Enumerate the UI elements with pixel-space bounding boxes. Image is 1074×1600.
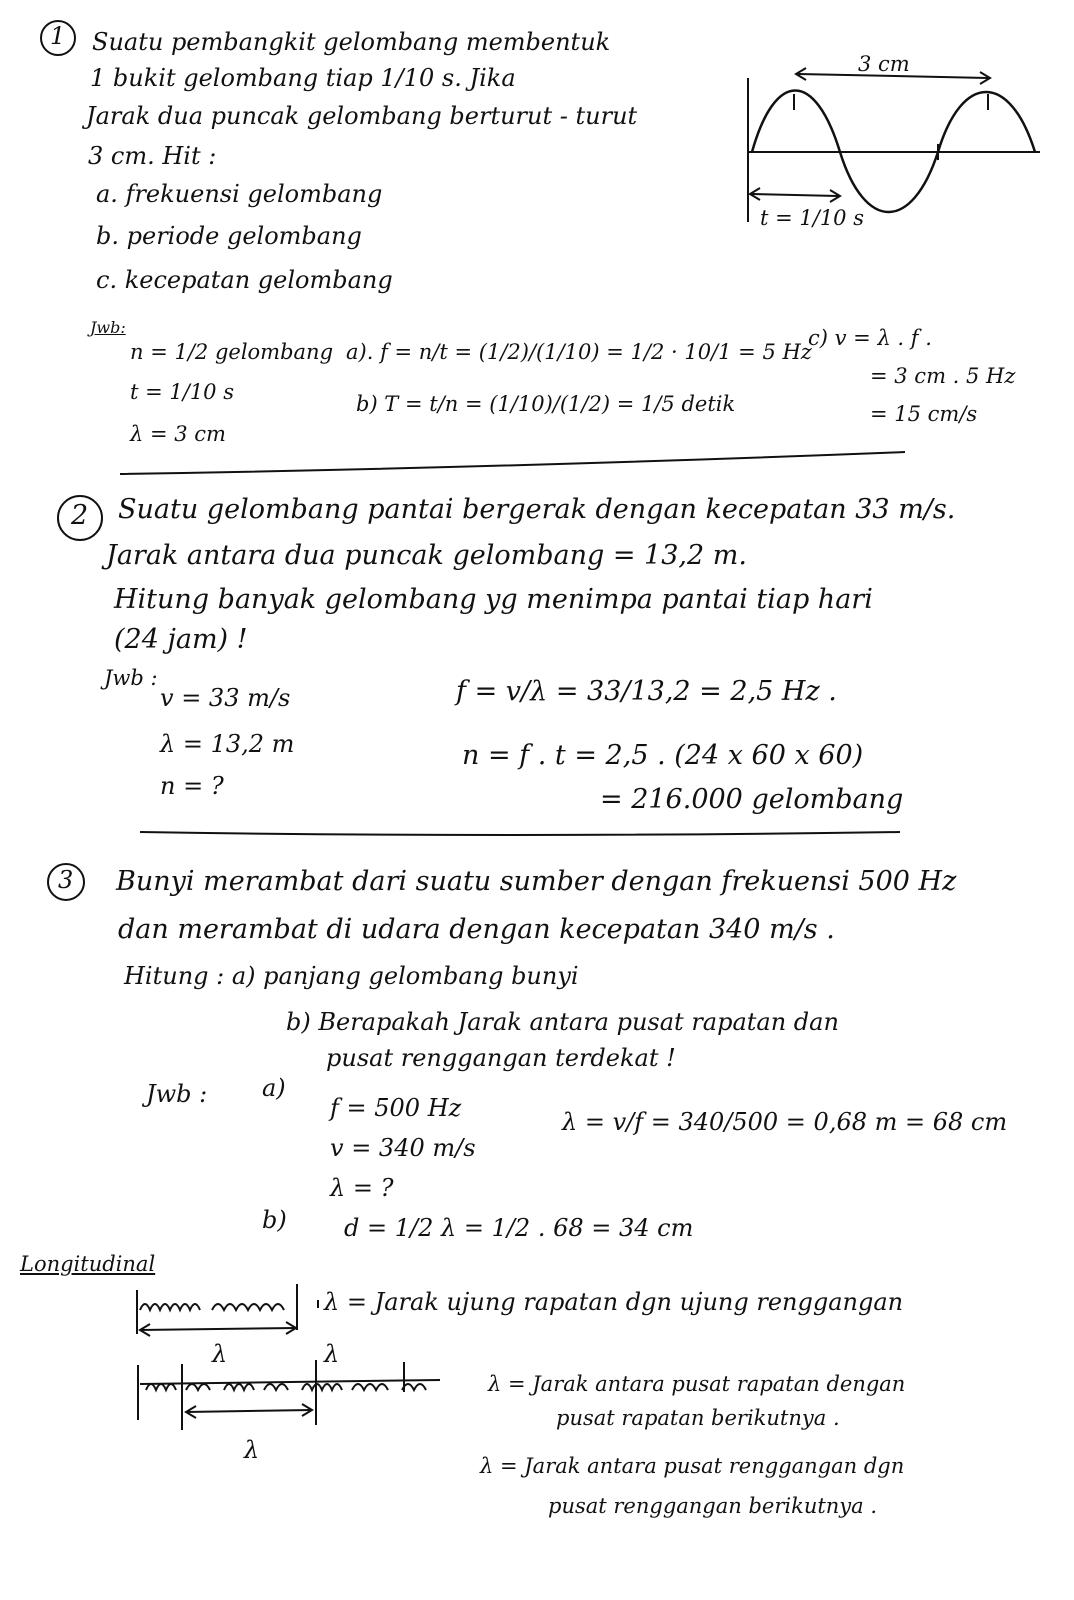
problem-3-solution-a: λ = v/f = 340/500 = 0,68 m = 68 cm	[562, 1108, 1008, 1136]
problem-1-given-lambda: λ = 3 cm	[130, 422, 226, 446]
problem-2-line-2: Jarak antara dua puncak gelombang = 13,2 m.	[106, 540, 747, 571]
longitudinal-spring-1	[137, 1284, 318, 1336]
wave-figure	[748, 68, 1040, 222]
problem-2-given-n: n = ?	[160, 772, 224, 800]
longitudinal-definition-2-line-2: pusat rapatan berikutnya .	[556, 1406, 840, 1430]
problem-2-given-v: v = 33 m/s	[160, 684, 291, 712]
problem-2-solution-f: f = v/λ = 33/13,2 = 2,5 Hz .	[456, 676, 837, 707]
problem-3-given-v: v = 340 m/s	[330, 1134, 476, 1162]
problem-2-solution-n: n = f . t = 2,5 . (24 x 60 x 60)	[462, 740, 864, 771]
problem-1-item-b: b. periode gelombang	[96, 222, 362, 250]
longitudinal-definition-3-line-2: pusat renggangan berikutnya .	[548, 1494, 878, 1518]
problem-2-line-1: Suatu gelombang pantai bergerak dengan kecepatan 33 m/s.	[118, 494, 956, 525]
problem-3-line-5: pusat renggangan terdekat !	[326, 1044, 676, 1072]
problem-3-line-2: dan merambat di udara dengan kecepatan 340 m/s .	[118, 914, 835, 945]
problem-3-line-4: b) Berapakah Jarak antara pusat rapatan dan	[286, 1008, 839, 1036]
problem-1-solution-a: a). f = n/t = (1/2)/(1/10) = 1/2 · 10/1 = 5 Hz	[346, 340, 812, 364]
problem-1-number: 1	[50, 22, 66, 50]
problem-1-line-2: 1 bukit gelombang tiap 1/10 s. Jika	[90, 64, 516, 92]
problem-3-line-3: Hitung : a) panjang gelombang bunyi	[124, 962, 579, 990]
problem-1-solution-c-1: c) v = λ . f .	[808, 326, 932, 350]
separator-line-1	[120, 452, 905, 474]
problem-2-line-4: (24 jam) !	[114, 624, 248, 655]
problem-1-solution-c-2: = 3 cm . 5 Hz	[870, 364, 1016, 388]
longitudinal-spring-2	[138, 1360, 440, 1430]
problem-3-given-lambda: λ = ?	[330, 1174, 394, 1202]
longitudinal-definition-3-line-1: λ = Jarak antara pusat renggangan dgn	[480, 1454, 905, 1478]
problem-1-answer-label: Jwb:	[90, 318, 126, 337]
problem-1-line-4: 3 cm. Hit :	[88, 142, 217, 170]
problem-3-part-a-label: a)	[262, 1074, 286, 1102]
lambda-label-1: λ	[212, 1340, 228, 1368]
wave-label-period: t = 1/10 s	[760, 206, 864, 230]
problem-1-item-c: c. kecepatan gelombang	[96, 266, 393, 294]
problem-3-part-b-label: b)	[262, 1206, 287, 1234]
longitudinal-definition-1: λ = Jarak ujung rapatan dgn ujung renggangan	[324, 1288, 904, 1316]
problem-1-solution-c-3: = 15 cm/s	[870, 402, 978, 426]
problem-1-line-3: Jarak dua puncak gelombang berturut - turut	[86, 102, 638, 130]
wave-label-3cm: 3 cm	[858, 52, 910, 76]
problem-3-line-1: Bunyi merambat dari suatu sumber dengan frekuensi 500 Hz	[116, 866, 957, 897]
problem-2-number: 2	[71, 500, 89, 531]
problem-3-given-f: f = 500 Hz	[330, 1094, 462, 1122]
problem-2-given-lambda: λ = 13,2 m	[160, 730, 295, 758]
problem-2-line-3: Hitung banyak gelombang yg menimpa pantai tiap hari	[114, 584, 873, 615]
separator-line-2	[140, 832, 900, 835]
problem-1-line-1: Suatu pembangkit gelombang membentuk	[92, 28, 611, 56]
problem-1-solution-b: b) T = t/n = (1/10)/(1/2) = 1/5 detik	[356, 392, 736, 416]
lambda-label-2: λ	[324, 1340, 340, 1368]
longitudinal-definition-2-line-1: λ = Jarak antara pusat rapatan dengan	[488, 1372, 906, 1396]
problem-3-number: 3	[58, 866, 74, 894]
problem-3-answer-label: Jwb :	[146, 1080, 208, 1108]
lambda-label-3: λ	[244, 1436, 260, 1464]
problem-2-answer-label: Jwb :	[104, 666, 158, 690]
problem-3-solution-b: d = 1/2 λ = 1/2 . 68 = 34 cm	[344, 1214, 694, 1242]
problem-2-solution-result: = 216.000 gelombang	[600, 784, 904, 815]
problem-1-given-t: t = 1/10 s	[130, 380, 234, 404]
problem-1-item-a: a. frekuensi gelombang	[96, 180, 383, 208]
problem-1-given-n: n = 1/2 gelombang	[130, 340, 334, 364]
longitudinal-title: Longitudinal	[20, 1252, 156, 1276]
